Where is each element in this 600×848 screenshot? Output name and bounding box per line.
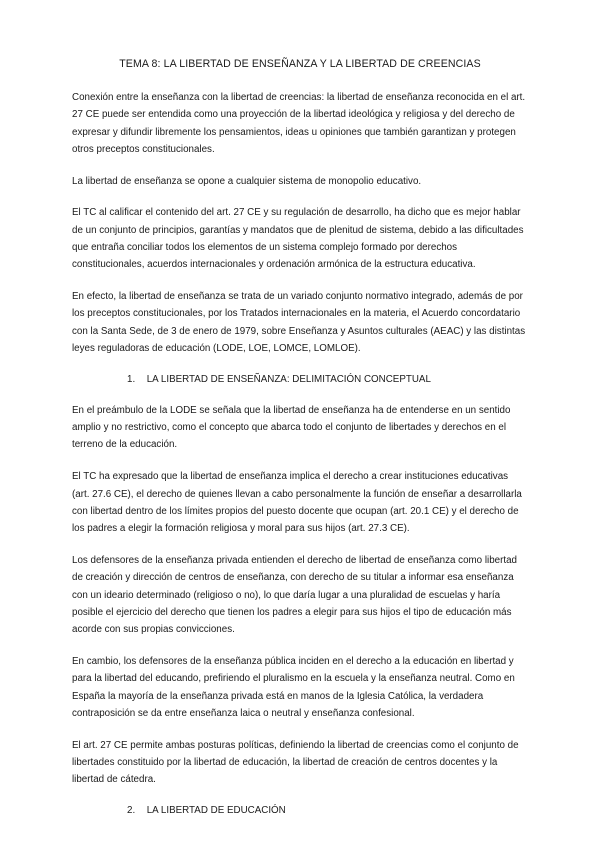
section-1-paragraph-5: El art. 27 CE permite ambas posturas políticas, definiendo la libertad de creencias como el conjunto de libertades constituido por la libertad de educación, la libertad de creación de centros docentes y la libertad de cátedra. [72,739,519,786]
section-2-number: 2. [127,805,136,816]
section-2-heading [72,803,528,819]
section-1-paragraph-2: El TC ha expresado que la libertad de enseñanza implica el derecho a crear instituciones educativas (art. 27.6 CE), el derecho de quienes llevan a cabo personalmente la función de enseñar a desarrollarla con libertad dentro de los límites propios del puesto docente que ocupan (art. 20.1 CE) y el derecho de los padres a elegir la formación religiosa y moral para sus hijos (art. 27.3 CE). [72,471,522,535]
intro-paragraph-2: La libertad de enseñanza se opone a cualquier sistema de monopolio educativo. [72,175,422,187]
section-1-heading [72,372,528,388]
intro-paragraph-3: El TC al calificar el contenido del art. 27 CE y su regulación de desarrollo, ha dicho que es mejor hablar de un conjunto de principios, garantías y mandatos que de plenitud de sistema, debido a las dificultades que entraña conciliar todos los elementos de un sistema complejo formado por derechos constitucionales, acuerdos internacionales y ordenación armónica de la estructura educativa. [72,207,524,271]
section-1-title: LA LIBERTAD DE ENSEÑANZA: DELIMITACIÓN CONCEPTUAL [146,373,431,385]
section-1-paragraph-4: En cambio, los defensores de la enseñanza pública inciden en el derecho a la educación en libertad y para la libertad del educando, prefiriendo el pluralismo en la escuela y la enseñanza neutral. Como en España la mayoría de la enseñanza privada está en manos de la Iglesia Católica, la verdadera contraposición se da entre enseñanza laica o neutral y enseñanza confesional. [72,655,515,719]
intro-paragraph-1: Conexión entre la enseñanza con la libertad de creencias: la libertad de enseñanza reconocida en el art. 27 CE puede ser entendida como una proyección de la libertad ideológica y religiosa y del derecho de expresar y difundir libremente los pensamientos, ideas u opiniones que también garantizan y protegen otros preceptos constitucionales. [72,92,526,155]
page-title: TEMA 8: LA LIBERTAD DE ENSEÑANZA Y LA LIBERTAD DE CREENCIAS [119,58,481,70]
section-1-number: 1. [127,373,136,385]
section-2-title: LA LIBERTAD DE EDUCACIÓN [146,805,286,816]
section-1-paragraph-1: En el preámbulo de la LODE se señala que la libertad de enseñanza ha de entenderse en un sentido amplio y no restrictivo, como el concepto que abarca todo el conjunto de libertades y derechos en el terreno de la educación. [72,404,511,451]
section-1-paragraph-3: Los defensores de la enseñanza privada entienden el derecho de libertad de enseñanza como libertad de creación y dirección de centros de enseñanza, con derecho de su titular a informar esa enseñanza con un ideario determinado (religioso o no), lo que daría lugar a una pluralidad de escuelas y haría posible el ejercicio del derecho que tienen los padres a elegir para sus hijos el tipo de educación más acorde con sus propias convicciones. [72,554,517,636]
intro-paragraph-4: En efecto, la libertad de enseñanza se trata de un variado conjunto normativo integrado, además de por los preceptos constitucionales, por los Tratados internacionales en la materia, el Acuerdo concordatario con la Santa Sede, de 3 de enero de 1979, sobre Enseñanza y Asuntos culturales (AEAC) y las distintas leyes reguladoras de educación (LODE, LOE, LOMCE, LOMLOE). [72,291,526,355]
